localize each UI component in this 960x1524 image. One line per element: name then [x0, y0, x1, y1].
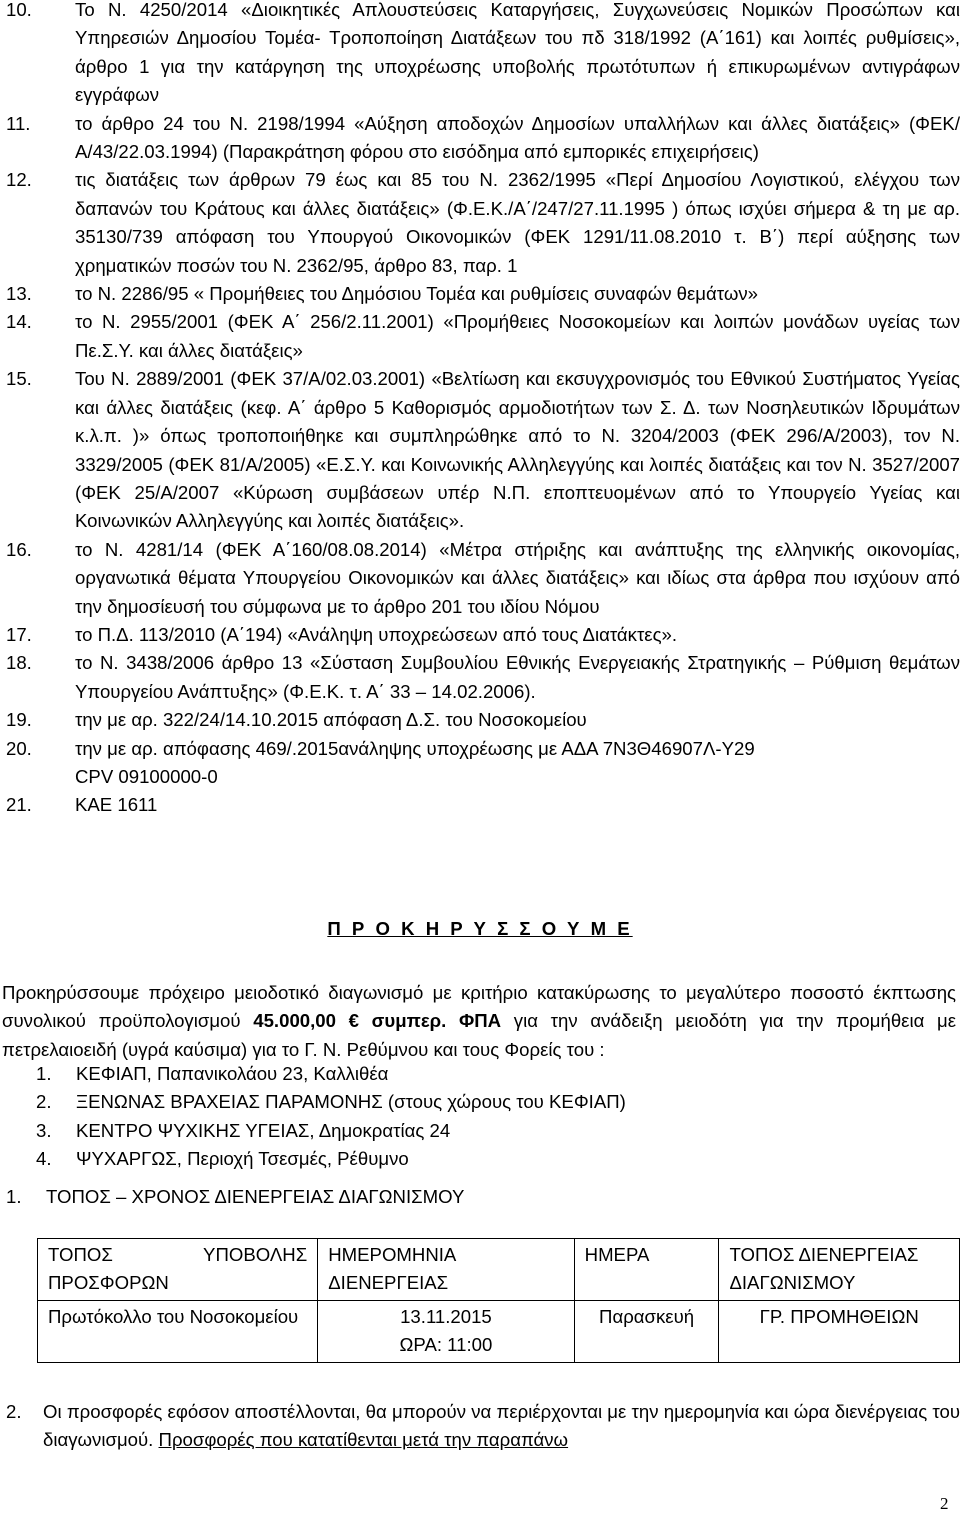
list-item: 4. ΨΥΧΑΡΓΩΣ, Περιοχή Τσεσμές, Ρέθυμνο	[36, 1148, 409, 1170]
list-item: 17. το Π.Δ. 113/2010 (Α΄194) «Ανάληψη υποχρεώσεων από τους Διατάκτες».	[6, 623, 678, 645]
table-cell: Παρασκευή	[574, 1300, 719, 1362]
list-item: 12. τις διατάξεις των άρθρων 79 έως και 85 του Ν. 2362/1995 «Περί Δημοσίου Λογιστικού, ελέγχου των δαπανών του Κράτους και άλλες διατάξεις» (Φ.Ε.Κ./Α΄/247/27.11.1995 ) όπως ισχύει σήμερα & τη με αρ. 35130/739 απόφαση του Υπουργού Οικονομικών (ΦΕΚ 1291/11.08.2010 τ. Β΄) περί αύξησης των χρηματικών ποσών του Ν. 2362/95, άρθρο 83, παρ. 1	[6, 169, 960, 276]
list-item: 18. το Ν. 3438/2006 άρθρο 13 «Σύσταση Συμβουλίου Εθνικής Ενεργειακής Στρατηγικής – Ρύθμιση θεμάτων Υπουργείου Ανάπτυξης» (Φ.Ε.Κ. τ. Α΄ 33 – 14.02.2006).	[6, 652, 960, 702]
delivery-places-list	[36, 1060, 626, 1174]
table-header: ΗΜΕΡΟΜΗΝΙΑ ΔΙΕΝΕΡΓΕΙΑΣ	[318, 1239, 574, 1301]
legal-basis-list	[6, 0, 960, 820]
list-item: 1. ΚΕΦΙΑΠ, Παπανικολάου 23, Καλλιθέα	[36, 1063, 389, 1084]
list-item: 14. το Ν. 2955/2001 (ΦΕΚ Α΄ 256/2.11.2001) «Προμήθειες Νοσοκομείων και λοιπών μονάδων υγείας των Πε.Σ.Υ. και άλλες διατάξεις»	[6, 311, 960, 361]
list-item: 13. το Ν. 2286/95 « Προμήθειες του Δημόσιου Τομέα και ρυθμίσεις συναφών θεμάτων»	[6, 283, 759, 305]
list-item: 20. την με αρ. απόφασης 469/.2015ανάληψης υποχρέωσης με ΑΔΑ 7Ν3Θ46907Λ-Υ29 CPV 09100000-0	[6, 737, 755, 787]
list-item: 15. Του Ν. 2889/2001 (ΦΕΚ 37/Α/02.03.2001) «Βελτίωση και εκσυγχρονισμός του Εθνικού Συστήματος Υγείας και άλλες διατάξεις (κεφ. Α΄ άρθρο 5 Καθορισμός αρμοδιοτήτων των Σ. Δ. των Νοσηλευτικών Ιδρυμάτων κ.λ.π. )» όπως τροποποιήθηκε και συμπληρώθηκε από το Ν. 3204/2003 (ΦΕΚ 296/Α/2003), τον Ν. 3329/2005 (ΦΕΚ 81/Α/2005) «Ε.Σ.Υ. και Κοινωνικής Αλληλεγγύης και λοιπές διατάξεις και τον Ν. 3527/2007 (ΦΕΚ 25/Α/2007 «Κύρωση συμβάσεων υπέρ Ν.Π. εποπτευομένων από το Υπουργείο Υγείας και Κοινωνικών Αλληλεγγύης και λοιπές διατάξεις».	[6, 368, 960, 532]
list-item-text: την με αρ. απόφασης 469/.2015ανάληψης υποχρέωσης με ΑΔΑ 7Ν3Θ46907Λ-Υ29	[75, 737, 755, 759]
table-header: ΗΜΕΡΑ	[574, 1239, 719, 1301]
numbered-paragraph: 2. Οι προσφορές εφόσον αποστέλλονται, θα μπορούν να περιέρχονται με την ημερομηνία και ώρα διενέργειας του διαγωνισμού. Προσφορές που κατατίθενται μετά την παραπάνω	[6, 1401, 960, 1451]
tender-schedule-table	[37, 1238, 960, 1363]
list-item: 2. ΞΕΝΩΝΑΣ ΒΡΑΧΕΙΑΣ ΠΑΡΑΜΟΝΗΣ (στους χώρους του ΚΕΦΙΑΠ)	[36, 1091, 626, 1113]
budget-amount: 45.000,00 € συμπερ. ΦΠΑ	[253, 1010, 502, 1032]
section-title: 1. ΤΟΠΟΣ – ΧΡΟΝΟΣ ΔΙΕΝΕΡΓΕΙΑΣ ΔΙΑΓΩΝΙΣΜΟΥ	[6, 1186, 465, 1207]
table-cell: Πρωτόκολλο του Νοσοκομείου	[38, 1300, 318, 1362]
list-item: 21. ΚΑΕ 1611	[6, 794, 158, 816]
intro-paragraph: Προκηρύσσουμε πρόχειρο μειοδοτικό διαγωνισμό με κριτήριο κατακύρωσης το μεγαλύτερο ποσοστό έκπτωσης συνολικού προϋπολογισμού 45.000,00 € συμπερ. ΦΠΑ για την ανάδειξη μειοδότη για την προμήθεια με πετρελαιοειδή (υγρά καύσιμα) για το Γ. Ν. Ρεθύμνου και τους Φορείς του :	[2, 982, 957, 1060]
list-item: 11. το άρθρο 24 του Ν. 2198/1994 «Αύξηση αποδοχών Δημοσίων υπαλλήλων και άλλες διατάξεις» (ΦΕΚ/Α/43/22.03.1994) (Παρακράτηση φόρου στο εισόδημα από εμπορικές επιχειρήσεις)	[6, 112, 960, 163]
list-item: 10. Το Ν. 4250/2014 «Διοικητικές Απλουστεύσεις Καταργήσεις, Συγχωνεύσεις Νομικών Προσώπων και Υπηρεσιών Δημοσίου Τομέα- Τροποποίηση Διατάξεων του πδ 318/1992 (Α΄161) και λοιπές ρυθμίσεις», άρθρο 1 για την κατάργηση της υποχρέωσης υποβολής πρωτότυπων ή επικυρωμένων αντιγράφων εγγράφων	[6, 0, 960, 106]
table-row	[38, 1300, 960, 1362]
list-item: 19. την με αρ. 322/24/14.10.2015 απόφαση Δ.Σ. του Νοσοκομείου	[6, 709, 587, 731]
cpv-code: CPV 09100000-0	[75, 765, 218, 787]
list-item: 3. ΚΕΝΤΡΟ ΨΥΧΙΚΗΣ ΥΓΕΙΑΣ, Δημοκρατίας 24	[36, 1119, 451, 1141]
table-header: ΤΟΠΟΣ ΥΠΟΒΟΛΗΣ ΠΡΟΣΦΟΡΩΝ	[38, 1239, 318, 1301]
table-cell: ΓΡ. ΠΡΟΜΗΘΕΙΩΝ	[719, 1300, 960, 1362]
list-item: 16. το Ν. 4281/14 (ΦΕΚ Α΄160/08.08.2014) «Μέτρα στήριξης και ανάπτυξης της ελληνικής οικονομίας, οργανωτικά θέματα Υπουργείου Οικονομικών και άλλες διατάξεις» και ιδίως στα άρθρα που ισχύουν από την δημοσίευσή του σύμφωνα με το άρθρο 201 του ιδίου Νόμου	[6, 538, 960, 617]
proclamation-heading: Π Ρ Ο Κ Η Ρ Υ Σ Σ Ο Υ Μ Ε	[327, 918, 633, 939]
table-header-row	[38, 1239, 960, 1301]
page-number: 2	[940, 1494, 949, 1513]
table-header: ΤΟΠΟΣ ΔΙΕΝΕΡΓΕΙΑΣ ΔΙΑΓΩΝΙΣΜΟΥ	[719, 1239, 960, 1301]
table-cell: 13.11.2015 ΩΡΑ: 11:00	[318, 1300, 574, 1362]
